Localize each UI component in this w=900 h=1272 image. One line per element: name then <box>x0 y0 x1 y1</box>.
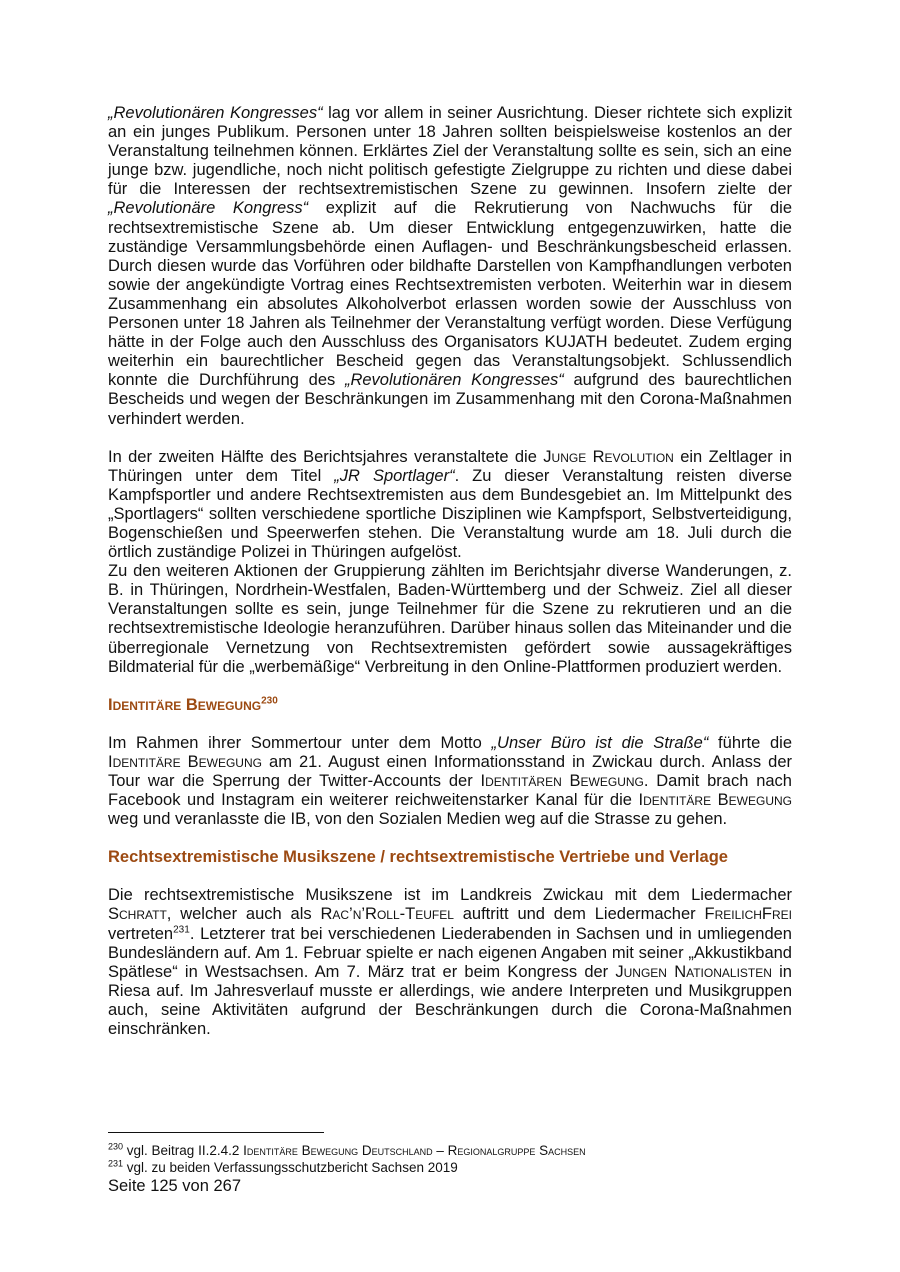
paragraph-sommertour: Im Rahmen ihrer Sommertour unter dem Motto „Unser Büro ist die Straße“ führte die Identitäre Bewegung am 21. August einen Informationsstand in Zwickau durch. Anlass der Tour war die Sperrung der Twitter-Accounts der Identitären Bewegung. Damit brach nach Facebook und Instagram ein weiterer reichweitenstarker Kanal für die Identitäre Bewegung weg und veranlasste die IB, von den Sozialen Medien weg auf die Strasse zu gehen. <box>108 733 792 829</box>
paragraph-musikszene: Die rechtsextremistische Musikszene ist im Landkreis Zwickau mit dem Liedermacher Schratt, welcher auch als Rac’n’Roll-Teufel auftritt und dem Liedermacher FreilichFrei vertreten$^{231}$. Letzterer trat bei verschiedenen Liederabenden in Sachsen und in umliegenden Bundesländern auf. Am 1. Februar spielte er nach eigenen Angaben mit seiner „Akkustikband Spätlese“ in Westsachsen. Am 7. März trat er beim Kongress der Jungen Nationalisten in Riesa auf. Im Jahresverlauf musste er allerdings, wie andere Interpreten und Musikgruppen auch, seine Aktivitäten aufgrund der Beschränkungen durch die Corona-Maßnahmen einschränken. <box>108 886 792 1039</box>
heading-identitaere-bewegung: Identitäre Bewegung$^{230}$ <box>108 695 278 714</box>
page-number: Seite 125 von 267 <box>108 1177 242 1195</box>
footnotes <box>108 1132 792 1196</box>
paragraph-wanderungen: Zu den weiteren Aktionen der Gruppierung zählten im Berichtsjahr diverse Wanderungen, z. B. in Thüringen, Nordrhein-Westfalen, Baden-Württemberg und der Schweiz. Ziel all dieser Veranstaltungen sollte es sein, junge Teilnehmer für die Szene zu rekrutieren und an die rechtsextremistische Ideologie heranzuführen. Darüber hinaus sollen das Miteinander und die überregionale Vernetzung von Rechtsextremisten gefördert sowie aussagekräftiges Bildmaterial für die „werbemäßige“ Verbreitung in den Online-Plattformen produziert werden. <box>108 562 792 676</box>
paragraph-sportlager: In der zweiten Hälfte des Berichtsjahres veranstaltete die Junge Revolution ein Zeltlager in Thüringen unter dem Titel „JR Sportlager“. Zu dieser Veranstaltung reisten diverse Kampfsportler und andere Rechtsextremisten aus dem Bundesgebiet an. Im Mittelpunkt des „Sportlagers“ sollten verschiedene sportliche Disziplinen wie Kampfsport, Selbstverteidigung, Bogenschießen und Speerwerfen stehen. Die Veranstaltung wurde am 18. Juli durch die örtlich zuständige Polizei in Thüringen aufgelöst. <box>108 447 793 562</box>
footnote-230: $^{230}$ vgl. Beitrag II.2.4.2 Identitäre Bewegung Deutschland – Regionalgruppe Sachsen <box>108 1141 586 1158</box>
heading-musikszene: Rechtsextremistische Musikszene / rechtsextremistische Vertriebe und Verlage <box>108 848 728 867</box>
footnote-231: $^{231}$ vgl. zu beiden Verfassungsschutzbericht Sachsen 2019 <box>108 1158 458 1175</box>
page-body <box>108 104 792 1039</box>
footnote-divider <box>108 1132 324 1133</box>
paragraph-kongress: „Revolutionären Kongresses“ lag vor allem in seiner Ausrichtung. Dieser richtete sich explizit an ein junges Publikum. Personen unter 18 Jahren sollten beispielsweise kostenlos an der Veranstaltung teilnehmen können. Erklärtes Ziel der Veranstaltung sollte es sein, sich an eine junge bzw. jugendliche, noch nicht politisch gefestigte Zielgruppe zu richten und diese dabei für die Interessen der rechtsextremistischen Szene zu gewinnen. Insofern zielte der „Revolutionäre Kongress“ explizit auf die Rekrutierung von Nachwuchs für die rechtsextremistische Szene ab. Um dieser Entwicklung entgegenzuwirken, hatte die zuständige Versammlungsbehörde einen Auflagen- und Beschränkungsbescheid erlassen. Durch diesen wurde das Vorführen oder bildhafte Darstellen von Kampfhandlungen verboten sowie der angekündigte Vortrag eines Rechtsextremisten verboten. Weiterhin war in diesem Zusammenhang ein absolutes Alkoholverbot erlassen worden sowie der Ausschluss von Personen unter 18 Jahren als Teilnehmer der Veranstaltung verfügt worden. Diese Verfügung hätte in der Folge auch den Ausschluss des Organisators KUJATH bedeutet. Zudem erging weiterhin ein baurechtlicher Bescheid gegen das Veranstaltungsobjekt. Schlussendlich konnte die Durchführung des „Revolutionären Kongresses“ aufgrund des baurechtlichen Bescheids und wegen der Beschränkungen im Zusammenhang mit den Corona-Maßnahmen verhindert werden. <box>108 104 792 428</box>
